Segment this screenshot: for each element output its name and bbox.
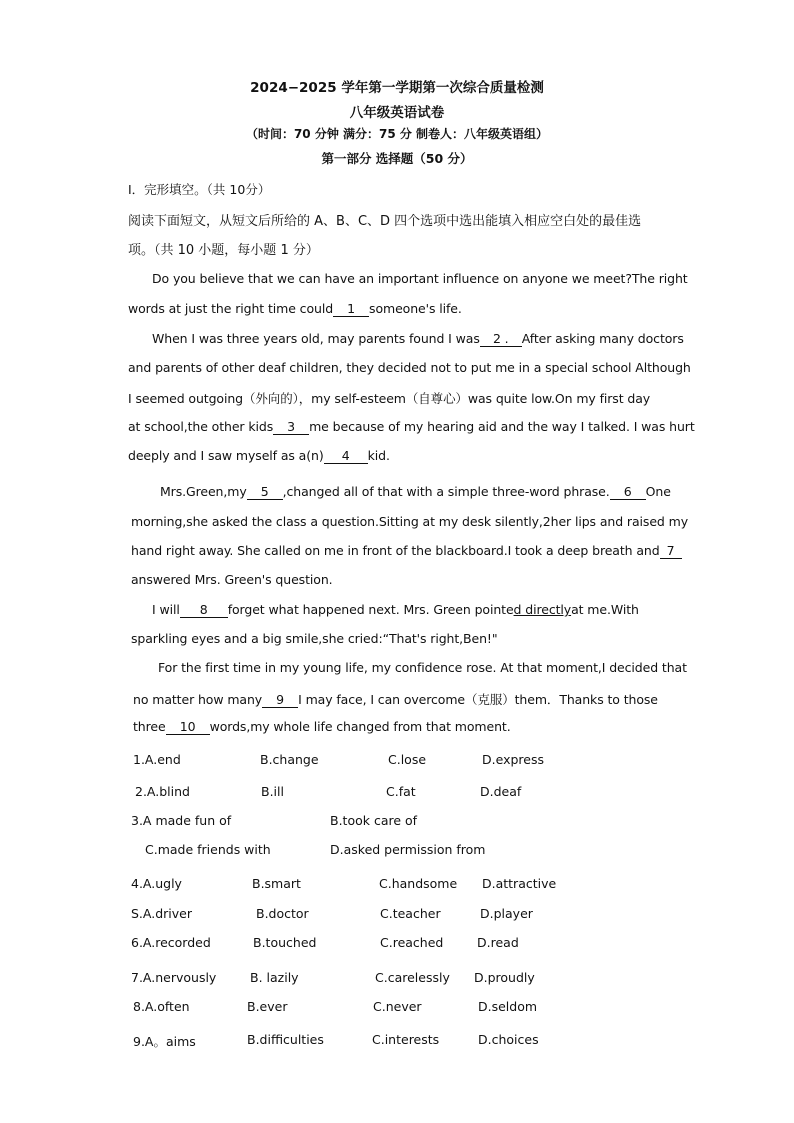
option-4a: 4.A.ugly bbox=[131, 876, 182, 891]
option-8c: C.never bbox=[373, 999, 422, 1014]
option-3b: B.took care of bbox=[330, 813, 418, 828]
option-8a: 8.A.often bbox=[133, 999, 190, 1014]
passage-line: sparkling eyes and a big smile,she cried:“That's right,Ben!" bbox=[131, 631, 498, 646]
option-6c: C.reached bbox=[380, 935, 444, 950]
passage-line: hand right away. She called on me in front of the blackboard.I took a deep breath and 7 bbox=[131, 543, 682, 559]
option-1b: B.change bbox=[260, 752, 319, 767]
section-heading: I．完形填空。（共 10分） bbox=[128, 182, 271, 197]
option-9d: D.choices bbox=[478, 1032, 539, 1047]
option-1d: D.express bbox=[482, 752, 544, 767]
section-instruction-line1: 阅读下面短文，从短文后所给的 A、B、C、D 四个选项中选出能填入相应空白处的最佳选 bbox=[128, 214, 642, 229]
blank-9: 9 bbox=[262, 693, 298, 708]
blank-6: 6 bbox=[610, 485, 646, 500]
passage-line: no matter how many 9 I may face, I can overcome（克服）them．Thanks to those bbox=[133, 692, 658, 707]
passage-line: I will 8 forget what happened next. Mrs. Green pointed directlyat me.With bbox=[152, 602, 639, 617]
blank-7: 7 bbox=[660, 544, 682, 559]
passage-line: Do you believe that we can have an important influence on anyone we meet?The right bbox=[152, 271, 688, 286]
passage-line: words at just the right time could 1 someone's life. bbox=[128, 301, 462, 316]
option-8d: D.seldom bbox=[478, 999, 538, 1014]
blank-4: 4 bbox=[324, 449, 368, 464]
part-heading: 第一部分 选择题（50 分） bbox=[321, 151, 473, 166]
option-5a: S.A.driver bbox=[131, 906, 192, 921]
option-1a: 1.A.end bbox=[133, 752, 181, 767]
passage-line: and parents of other deaf children, they decided not to put me in a special school Although bbox=[128, 360, 691, 375]
exam-subtitle: 八年级英语试卷 bbox=[349, 105, 445, 121]
blank-3: 3 bbox=[273, 420, 309, 435]
option-6a: 6.A.recorded bbox=[131, 935, 211, 950]
option-9a: 9.A。aims bbox=[133, 1034, 196, 1049]
passage-line: I seemed outgoing（外向的），my self-esteem（自尊心）was quite low.On my first day bbox=[128, 391, 651, 406]
underlined-phrase: d directly bbox=[513, 602, 572, 617]
blank-5: 5 bbox=[247, 485, 283, 500]
option-6b: B.touched bbox=[253, 935, 317, 950]
option-1c: C.lose bbox=[388, 752, 427, 767]
blank-10: 10 bbox=[166, 720, 210, 735]
option-7a: 7.A.nervously bbox=[131, 970, 217, 985]
option-5c: C.teacher bbox=[380, 906, 441, 921]
option-2a: 2.A.blind bbox=[135, 784, 190, 799]
passage-line: at school,the other kids 3 me because of my hearing aid and the way I talked. I was hurt bbox=[128, 419, 695, 434]
passage-line: morning,she asked the class a question.Sitting at my desk silently,2her lips and raised my bbox=[131, 514, 688, 529]
option-5d: D.player bbox=[480, 906, 533, 921]
blank-1: 1 bbox=[333, 302, 369, 317]
option-7b: B. lazily bbox=[250, 970, 299, 985]
option-4d: D.attractive bbox=[482, 876, 557, 891]
option-3d: D.asked permission from bbox=[330, 842, 486, 857]
passage-line: deeply and I saw myself as a(n) 4 kid. bbox=[128, 448, 390, 463]
exam-title: 2024−2025 学年第一学期第一次综合质量检测 bbox=[250, 80, 544, 96]
option-3a: 3.A made fun of bbox=[131, 813, 232, 828]
option-9b: B.difficulties bbox=[247, 1032, 324, 1047]
option-4b: B.smart bbox=[252, 876, 301, 891]
option-2b: B.ill bbox=[261, 784, 284, 799]
passage-line: Mrs.Green,my 5 ,changed all of that with a simple three-word phrase. 6 One bbox=[160, 484, 671, 499]
blank-2: 2 . bbox=[480, 332, 522, 347]
option-9c: C.interests bbox=[372, 1032, 440, 1047]
option-2d: D.deaf bbox=[480, 784, 522, 799]
passage-line: answered Mrs. Green's question. bbox=[131, 572, 333, 587]
option-6d: D.read bbox=[477, 935, 519, 950]
option-2c: C.fat bbox=[386, 784, 416, 799]
option-3c: C.made friends with bbox=[145, 842, 271, 857]
exam-info: （时间：70 分钟 满分：75 分 制卷人：八年级英语组） bbox=[245, 127, 549, 141]
option-8b: B.ever bbox=[247, 999, 288, 1014]
section-instruction-line2: 项。（共 10 小题，每小题 1 分） bbox=[128, 243, 319, 258]
option-5b: B.doctor bbox=[256, 906, 309, 921]
passage-line: For the first time in my young life, my confidence rose. At that moment,I decided that bbox=[158, 660, 687, 675]
blank-8: 8 bbox=[180, 603, 228, 618]
option-4c: C.handsome bbox=[379, 876, 458, 891]
option-7d: D.proudly bbox=[474, 970, 535, 985]
passage-line: three 10 words,my whole life changed from that moment. bbox=[133, 719, 511, 734]
passage-line: When I was three years old, may parents found I was 2 . After asking many doctors bbox=[152, 331, 684, 346]
option-7c: C.carelessly bbox=[375, 970, 450, 985]
